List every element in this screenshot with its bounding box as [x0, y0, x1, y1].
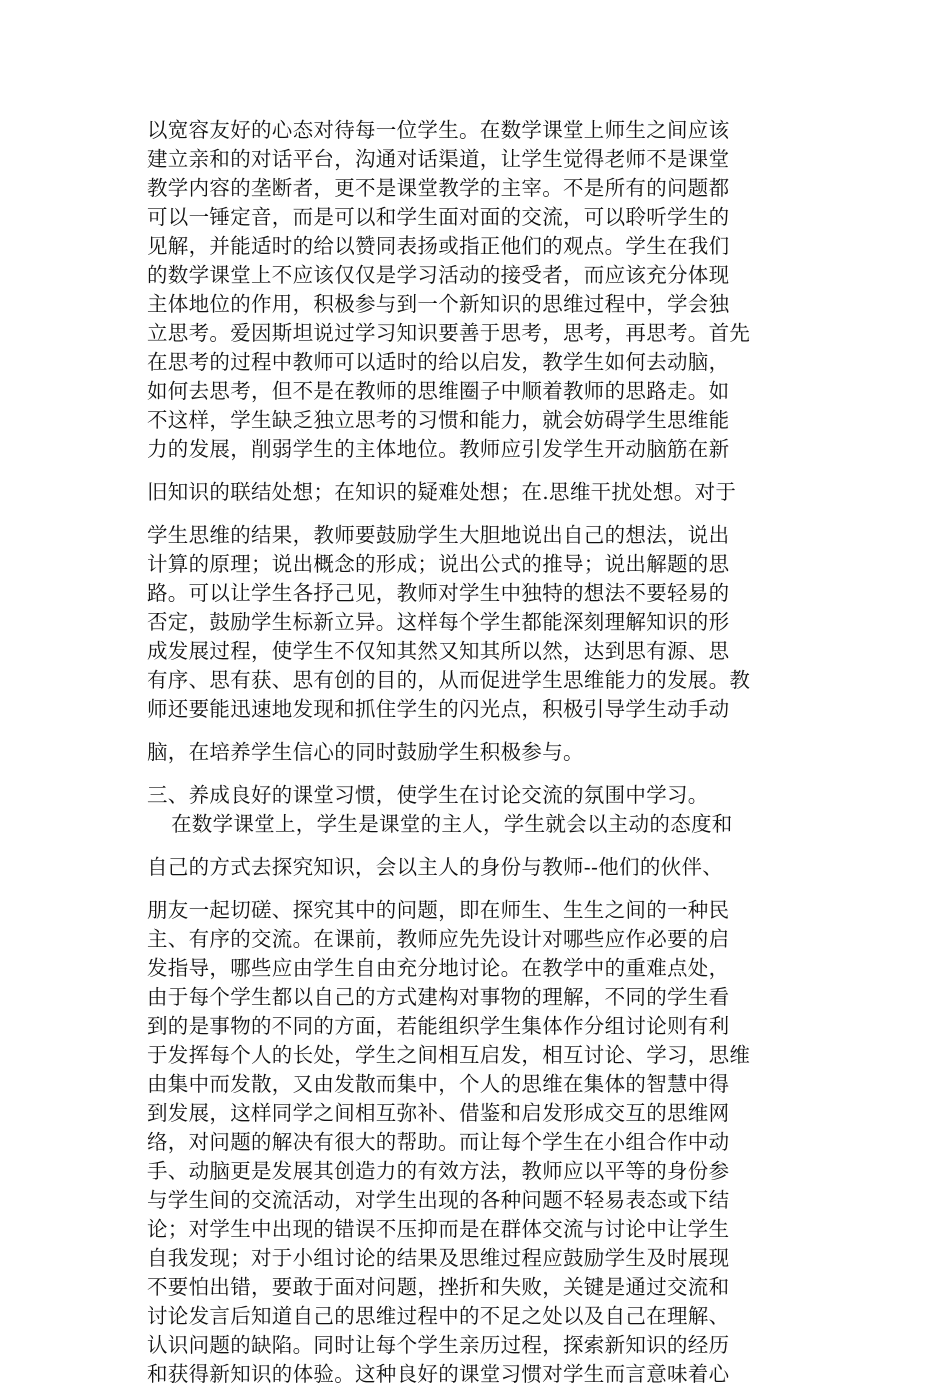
text-line: 由集中而发散，又由发散而集中，个人的思维在集体的智慧中得: [147, 1072, 730, 1096]
text-line: 由于每个学生都以自己的方式建构对事物的理解，不同的学生看: [147, 985, 730, 1009]
text-line: 有序、思有获、思有创的目的，从而促进学生思维能力的发展。教: [147, 668, 751, 692]
text-line: 在思考的过程中教师可以适时的给以启发，教学生如何去动脑，: [147, 350, 730, 374]
text-line: 于发挥每个人的长处，学生之间相互启发，相互讨论、学习，思维: [147, 1043, 751, 1067]
text-line: 认识问题的缺陷。同时让每个学生亲历过程，探索新知识的经历: [147, 1333, 730, 1357]
text-line: 发指导，哪些应由学生自由充分地讨论。在教学中的重难点处，: [147, 956, 730, 980]
text-line: 旧知识的联结处想；在知识的疑难处想；在.思维干扰处想。对于: [147, 480, 737, 504]
text-line: 学生思维的结果，教师要鼓励学生大胆地说出自己的想法，说出: [147, 523, 730, 547]
text-line: 与学生间的交流活动，对学生出现的各种问题不轻易表态或下结: [147, 1188, 730, 1212]
text-line: 教学内容的垄断者，更不是课堂教学的主宰。不是所有的问题都: [147, 176, 730, 200]
text-line: 可以一锤定音，而是可以和学生面对面的交流，可以聆听学生的: [147, 205, 730, 229]
text-line: 立思考。爱因斯坦说过学习知识要善于思考，思考，再思考。首先: [147, 321, 751, 345]
text-line: 自我发现；对于小组讨论的结果及思维过程应鼓励学生及时展现: [147, 1246, 730, 1270]
text-line: 到发展，这样同学之间相互弥补、借鉴和启发形成交互的思维网: [147, 1101, 730, 1125]
text-line: 自己的方式去探究知识，会以主人的身份与教师--他们的伙伴、: [147, 855, 724, 879]
text-line: 手、动脑更是发展其创造力的有效方法，教师应以平等的身份参: [147, 1159, 730, 1183]
text-line: 不这样，学生缺乏独立思考的习惯和能力，就会妨碍学生思维能: [147, 408, 730, 432]
text-line: 络，对问题的解决有很大的帮助。而让每个学生在小组合作中动: [147, 1130, 730, 1154]
text-line: 脑，在培养学生信心的同时鼓励学生积极参与。: [147, 740, 584, 764]
text-line: 如何去思考，但不是在教师的思维圈子中顺着教师的思路走。如: [147, 379, 730, 403]
body-text: [147, 116, 812, 1389]
text-line: 以宽容友好的心态对待每一位学生。在数学课堂上师生之间应该: [147, 118, 730, 142]
section-heading: 三、养成良好的课堂习惯，使学生在讨论交流的氛围中学习。: [147, 783, 709, 807]
text-line: 成发展过程，使学生不仅知其然又知其所以然，达到思有源、思: [147, 639, 730, 663]
text-line: 力的发展，削弱学生的主体地位。教师应引发学生开动脑筋在新: [147, 437, 730, 461]
text-line: 计算的原理；说出概念的形成；说出公式的推导；说出解题的思: [147, 552, 730, 576]
text-line: 和获得新知识的体验。这种良好的课堂习惯对学生而言意味着心: [147, 1362, 730, 1386]
text-line: 论；对学生中出现的错误不压抑而是在群体交流与讨论中让学生: [147, 1217, 730, 1241]
text-line: 讨论发言后知道自己的思维过程中的不足之处以及自己在理解、: [147, 1304, 730, 1328]
text-line: 主体地位的作用，积极参与到一个新知识的思维过程中，学会独: [147, 292, 730, 316]
text-line: 不要怕出错，要敢于面对问题，挫折和失败，关键是通过交流和: [147, 1275, 730, 1299]
text-line: 主、有序的交流。在课前，教师应先先设计对哪些应作必要的启: [147, 927, 730, 951]
text-line: 的数学课堂上不应该仅仅是学习活动的接受者，而应该充分体现: [147, 263, 730, 287]
text-line: 建立亲和的对话平台，沟通对话渠道，让学生觉得老师不是课堂: [147, 147, 730, 171]
text-line: 见解，并能适时的给以赞同表扬或指正他们的观点。学生在我们: [147, 234, 730, 258]
text-line: 师还要能迅速地发现和抓住学生的闪光点，积极引导学生动手动: [147, 697, 730, 721]
text-line: 路。可以让学生各抒己见，教师对学生中独特的想法不要轻易的: [147, 581, 730, 605]
text-line: 在数学课堂上，学生是课堂的主人，学生就会以主动的态度和: [171, 812, 733, 836]
text-line: 到的是事物的不同的方面，若能组织学生集体作分组讨论则有利: [147, 1014, 730, 1038]
text-line: 朋友一起切磋、探究其中的问题，即在师生、生生之间的一种民: [147, 898, 730, 922]
text-line: 否定，鼓励学生标新立异。这样每个学生都能深刻理解知识的形: [147, 610, 730, 634]
